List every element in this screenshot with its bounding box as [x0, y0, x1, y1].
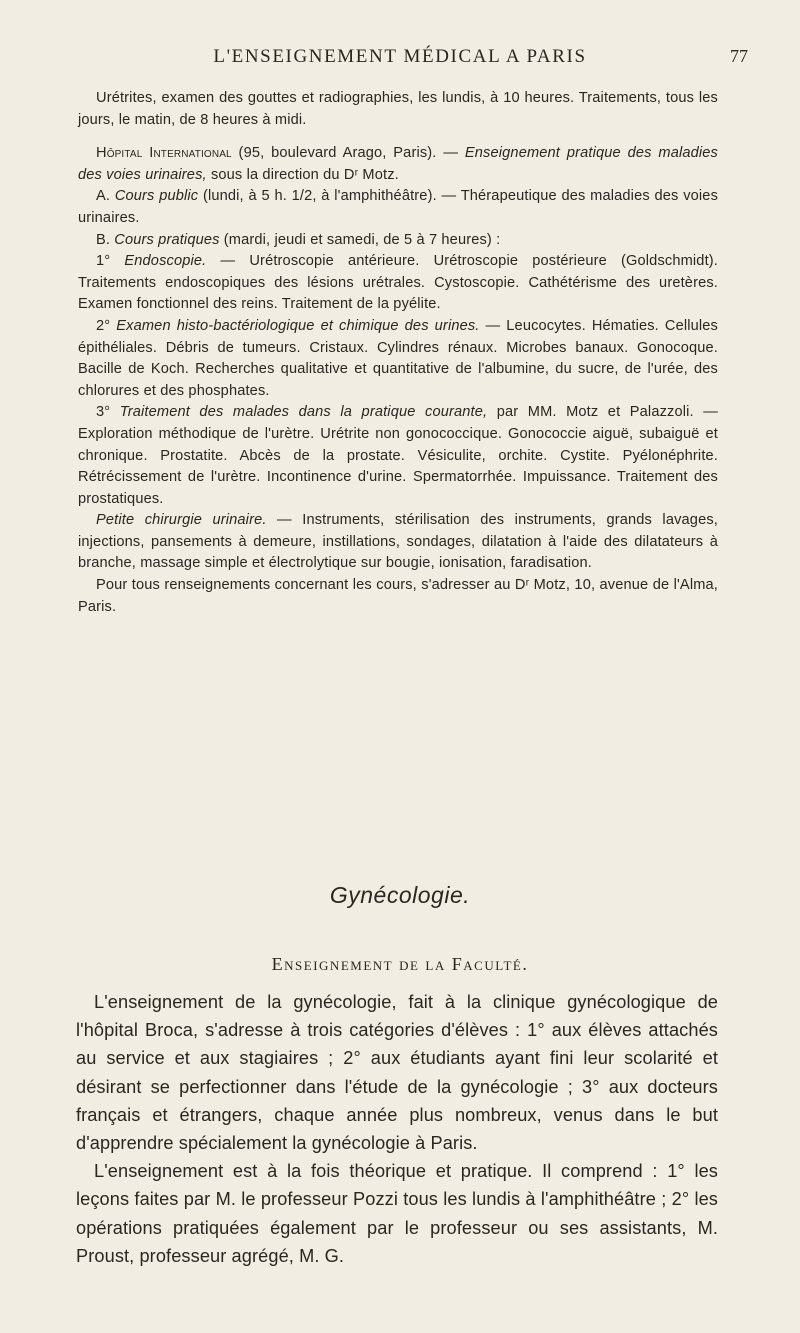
- hospital-course-section: [78, 88, 718, 618]
- paragraph-urethritis: Urétrites, examen des gouttes et radiographies, les lundis, à 10 heures. Traitements, tous les jours, le matin, de 8 heures à midi.: [78, 90, 718, 128]
- gynecology-section: [76, 988, 718, 1270]
- page-number: 77: [730, 46, 748, 66]
- paragraph-practical-courses: B. Cours pratiques (mardi, jeudi et samedi, de 5 à 7 heures) :: [96, 231, 501, 248]
- paragraph-gynecology-teaching: L'enseignement est à la fois théorique et pratique. Il comprend : 1° les leçons faites par M. le professeur Pozzi tous les lundis à l'amphithéâtre ; 2° les opérations pratiquées également par le professeur ou ses assistants, M. Proust, professeur agrégé, M. G.: [76, 1161, 718, 1266]
- paragraph-gynecology-intro: L'enseignement de la gynécologie, fait à la clinique gynécologique de l'hôpital Broca, s'adresse à trois catégories d'élèves : 1° aux élèves attachés au service et aux stagiaires ; 2° aux étudiants ayant fini leur scolarité et désirant se perfectionner dans l'étude de la gynécologie ; 3° aux docteurs français et étrangers, chaque année plus nombreux, venus dans le but d'apprendre spécialement la gynécologie à Paris.: [76, 992, 718, 1154]
- paragraph-public-course: A. Cours public (lundi, à 5 h. 1/2, à l'amphithéâtre). — Thérapeutique des maladies des voies urinaires.: [78, 188, 719, 226]
- paragraph-hospital: Hôpital International (95, boulevard Arago, Paris). — Enseignement pratique des maladies des voies urinaires, sous la direction du Dʳ Motz.: [78, 145, 718, 183]
- hospital-name: Hôpital International: [96, 145, 232, 162]
- paragraph-contact: Pour tous renseignements concernant les cours, s'adresser au Dʳ Motz, 10, avenue de l'Alma, Paris.: [78, 577, 718, 615]
- paragraph-treatment: 3° Traitement des malades dans la pratique courante, par MM. Motz et Palazzoli. — Exploration méthodique de l'urètre. Urétrite non gonococcique. Gonococcie aiguë, subaiguë et chronique. Prostatite. Abcès de la prostate. Vésiculite, orchite. Cystite. Pyélonéphrite. Rétrécissement de l'urètre. Incontinence d'urine. Spermatorrhée. Impuissance. Traitement des prostatiques.: [78, 404, 718, 507]
- paragraph-endoscopy: 1° Endoscopie. — Urétroscopie antérieure. Urétroscopie postérieure (Goldschmidt). Traitements endoscopiques des lésions urétrales. Cystoscopie. Cathétérisme des uretères. Examen fonctionnel des reins. Traitement de la pyélite.: [78, 253, 718, 313]
- paragraph-minor-surgery: Petite chirurgie urinaire. — Instruments, stérilisation des instruments, grands lavages, injections, pansements à demeure, instillations, sondages, dilatation à l'aide des dilatateurs à branche, massage simple et électrolytique sur bougie, ionisation, faradisation.: [78, 512, 718, 572]
- paragraph-urine-exam: 2° Examen histo-bactériologique et chimique des urines. — Leucocytes. Hématies. Cellules épithéliales. Débris de tumeurs. Cristaux. Cylindres rénaux. Microbes banaux. Gonocoque. Bacille de Koch. Recherches qualitative et quantitative de l'albumine, du sucre, de l'urée, des chlorures et des phosphates.: [78, 317, 718, 399]
- section-subheading: Enseignement de la Faculté.: [271, 954, 529, 974]
- section-heading: Gynécologie.: [329, 882, 471, 908]
- running-head: L'ENSEIGNEMENT MÉDICAL A PARIS: [213, 46, 587, 67]
